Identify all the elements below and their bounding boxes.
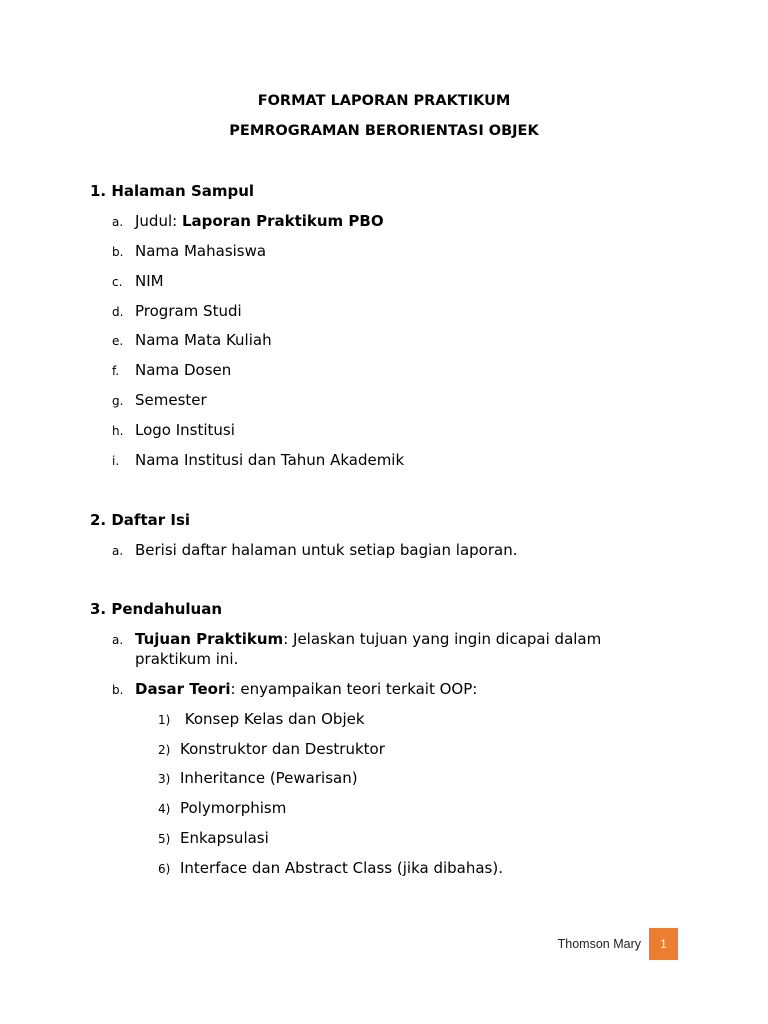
sub-list-item xyxy=(158,798,618,818)
document-title: FORMAT LAPORAN PRAKTIKUM xyxy=(257,93,511,109)
sub-list-item-text: Interface dan Abstract Class (jika dibahas). xyxy=(180,859,503,877)
list-item-text: Nama Mata Kuliah xyxy=(135,331,272,349)
list-item xyxy=(112,540,612,560)
list-item-bold: Laporan Praktikum PBO xyxy=(181,212,384,230)
sub-list-item xyxy=(158,768,618,788)
sub-list-marker: 6) xyxy=(158,862,171,876)
sub-list-marker: 3) xyxy=(158,772,171,786)
list-marker: b. xyxy=(112,683,124,697)
list-marker: h. xyxy=(112,424,124,438)
list-item xyxy=(112,301,612,321)
list-marker: b. xyxy=(112,245,124,259)
list-item xyxy=(112,450,612,470)
list-item xyxy=(112,629,612,669)
list-item-bold: Tujuan Praktikum xyxy=(135,630,284,648)
list-marker: i. xyxy=(112,454,120,468)
sub-list-item xyxy=(158,858,618,878)
section-heading-halaman-sampul: 1. Halaman Sampul xyxy=(90,182,255,200)
sub-list-item xyxy=(158,709,618,729)
list-marker: c. xyxy=(112,275,123,289)
list-item-text: : enyampaikan teori terkait OOP: xyxy=(230,680,478,698)
list-item-text: Berisi daftar halaman untuk setiap bagian laporan. xyxy=(135,541,518,559)
list-marker: a. xyxy=(112,544,124,558)
sub-list-item-text: Konsep Kelas dan Objek xyxy=(180,710,365,728)
list-item-text: NIM xyxy=(135,272,164,290)
section-heading-daftar-isi: 2. Daftar Isi xyxy=(90,511,191,529)
sub-list-item xyxy=(158,828,618,848)
list-item-text: Nama Mahasiswa xyxy=(135,242,267,260)
list-item xyxy=(112,330,612,350)
list-item xyxy=(112,211,612,231)
list-marker: a. xyxy=(112,633,124,647)
sub-list-item-text: Polymorphism xyxy=(180,799,287,817)
sub-list-marker: 5) xyxy=(158,832,171,846)
footer-author: Thomson Mary xyxy=(557,937,641,951)
list-marker: e. xyxy=(112,334,124,348)
list-item-text: Nama Dosen xyxy=(135,361,232,379)
sub-list-item-text: Enkapsulasi xyxy=(180,829,269,847)
sub-list-marker: 1) xyxy=(158,713,171,727)
document-subtitle: PEMROGRAMAN BERORIENTASI OBJEK xyxy=(229,123,539,139)
section-heading-pendahuluan: 3. Pendahuluan xyxy=(90,600,223,618)
list-item xyxy=(112,420,612,440)
list-marker: a. xyxy=(112,215,124,229)
list-item-text: : Jelaskan tujuan yang ingin dicapai dalam praktikum ini. xyxy=(135,630,602,668)
list-item xyxy=(112,241,612,261)
list-item-label: Judul: xyxy=(135,212,182,230)
list-marker: d. xyxy=(112,305,124,319)
list-item-bold: Dasar Teori xyxy=(135,680,231,698)
list-item xyxy=(112,390,612,410)
sub-list-marker: 2) xyxy=(158,743,171,757)
list-item-text: Logo Institusi xyxy=(135,421,235,439)
list-item xyxy=(112,679,612,699)
list-item xyxy=(112,271,612,291)
sub-list-item xyxy=(158,739,618,759)
sub-list-item-text: Konstruktor dan Destruktor xyxy=(180,740,385,758)
list-item-text: Program Studi xyxy=(135,302,242,320)
sub-list-marker: 4) xyxy=(158,802,171,816)
page-number-badge: 1 xyxy=(649,928,678,960)
list-item-text: Nama Institusi dan Tahun Akademik xyxy=(135,451,405,469)
list-item xyxy=(112,360,612,380)
list-item-text: Semester xyxy=(135,391,207,409)
sub-list-item-text: Inheritance (Pewarisan) xyxy=(180,769,358,787)
list-marker: g. xyxy=(112,394,124,408)
list-marker: f. xyxy=(112,364,120,378)
